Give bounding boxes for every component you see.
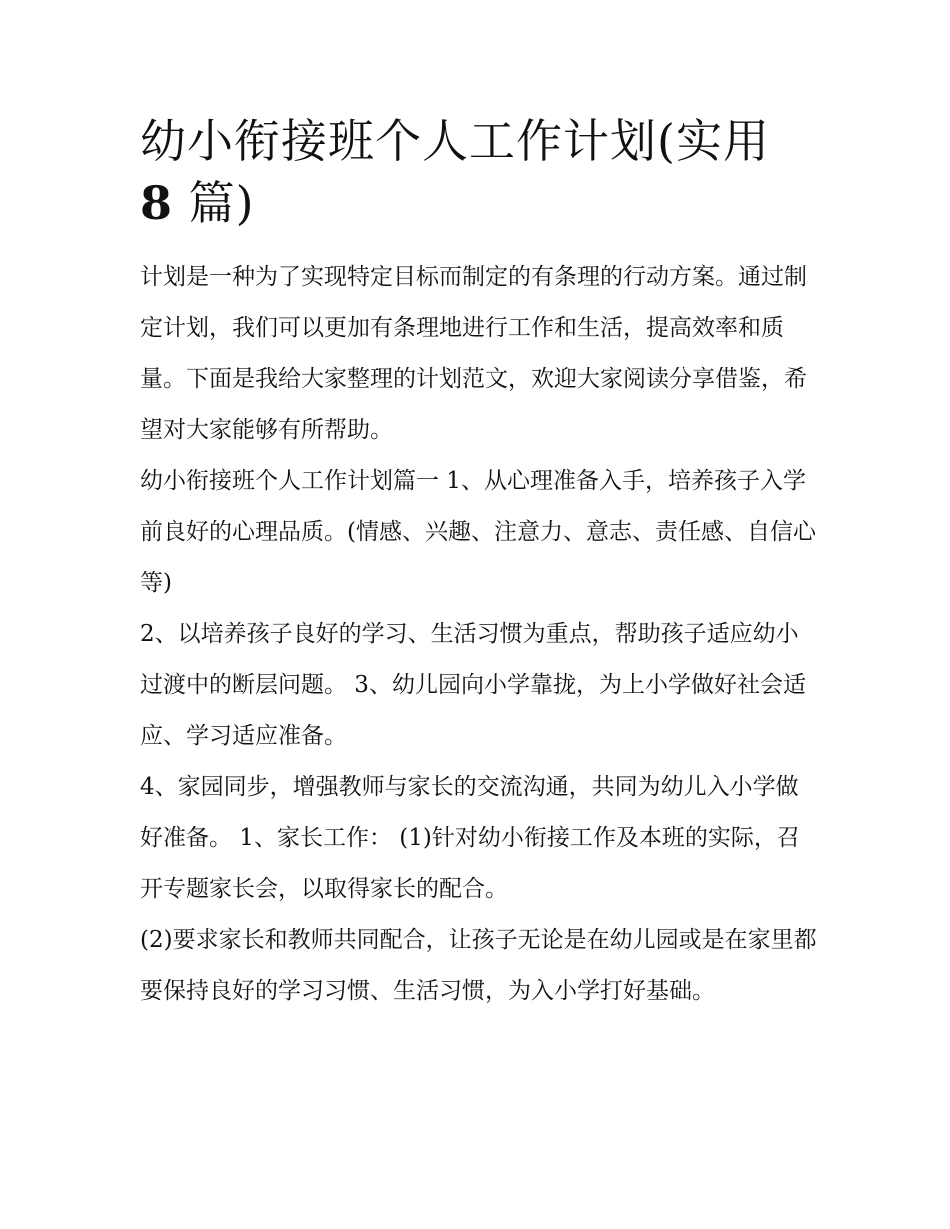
title-line-2: 篇) xyxy=(173,176,255,230)
document-page xyxy=(140,110,820,1017)
paragraph-section-2: 2、以培养孩子良好的学习、生活习惯为重点，帮助孩子适应幼小过渡中的断层问题。 3、幼儿园向小学靠拢，为上小学做好社会适应、学习适应准备。 xyxy=(140,621,806,749)
title-line-1: 幼小衔接班个人工作计划(实用 xyxy=(140,114,770,168)
paragraph-section-1: 幼小衔接班个人工作计划篇一 1、从心理准备入手，培养孩子入学前良好的心理品质。(情感、兴趣、注意力、意志、责任感、自信心等) xyxy=(140,468,816,596)
title-number: 8 xyxy=(140,176,174,230)
document-title xyxy=(140,110,820,234)
paragraph-section-3: 4、家园同步，增强教师与家长的交流沟通，共同为幼儿入小学做好准备。 1、家长工作： (1)针对幼小衔接工作及本班的实际，召开专题家长会，以取得家长的配合。 xyxy=(140,774,800,902)
paragraph-section-4: (2)要求家长和教师共同配合，让孩子无论是在幼儿园或是在家里都要保持良好的学习习惯、生活习惯，为入小学打好基础。 xyxy=(140,927,817,1004)
paragraph-intro: 计划是一种为了实现特定目标而制定的有条理的行动方案。通过制定计划，我们可以更加有条理地进行工作和生活，提高效率和质量。下面是我给大家整理的计划范文，欢迎大家阅读分享借鉴，希望对大家能够有所帮助。 xyxy=(140,264,807,443)
